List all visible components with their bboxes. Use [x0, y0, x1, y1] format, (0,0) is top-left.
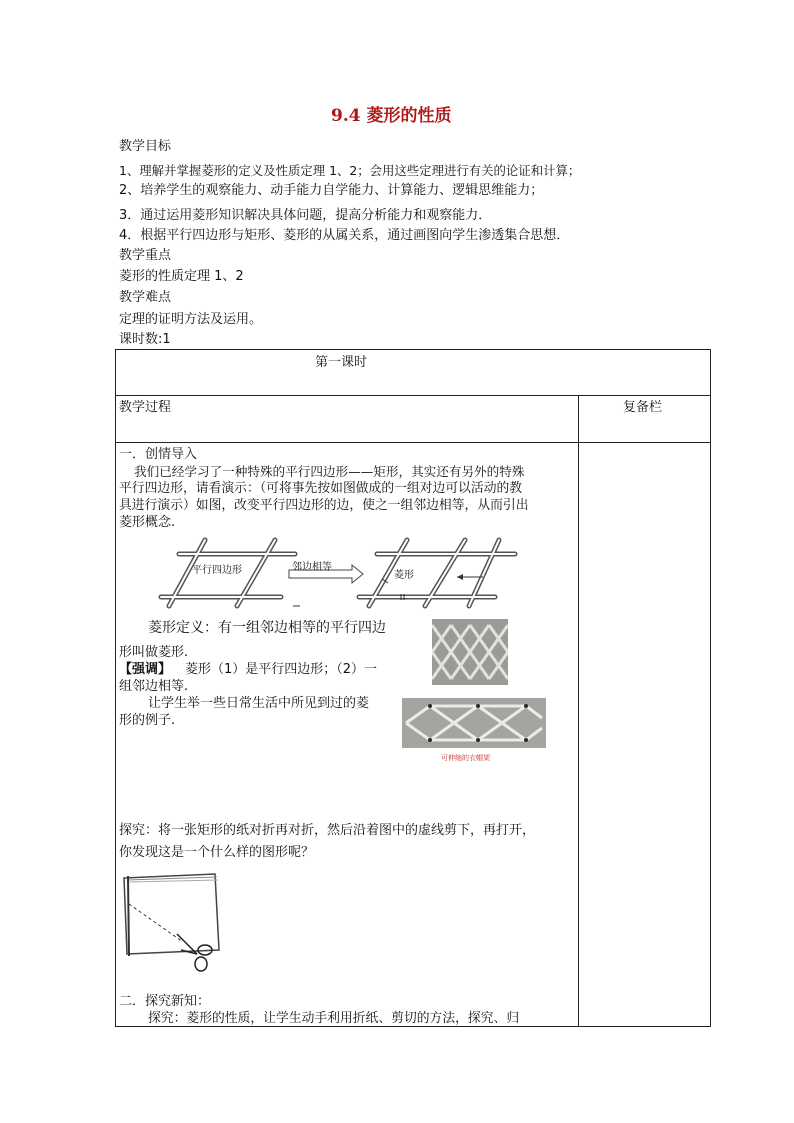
- emphasis-line-2: 组邻边相等.: [119, 679, 189, 694]
- definition-line-1: 菱形定义：有一组邻边相等的平行四边: [148, 620, 386, 636]
- table-border-top: [115, 349, 711, 350]
- notes-header: 复备栏: [623, 400, 663, 415]
- objectives-heading: 教学目标: [119, 139, 172, 154]
- section2-line: 探究：菱形的性质，让学生动手利用折纸、剪切的方法，探究、归: [148, 1011, 520, 1026]
- rhombus-label: 菱形: [394, 570, 414, 581]
- example-line-2: 形的例子.: [119, 713, 176, 728]
- section1-line-1: 我们已经学习了一种特殊的平行四边形——矩形，其实还有另外的特殊: [134, 464, 525, 479]
- definition-line-2: 形叫做菱形.: [119, 645, 189, 660]
- objective-1: 1、理解并掌握菱形的定义及性质定理 1、2；会用这些定理进行有关的论证和计算；: [119, 163, 581, 178]
- table-row-line-1: [115, 395, 711, 396]
- lattice-photo: [432, 619, 508, 685]
- key-text: 菱形的性质定理 1、2: [119, 269, 244, 284]
- table-border-right: [710, 349, 711, 1027]
- explore-line-1: 探究：将一张矩形的纸对折再对折，然后沿着图中的虚线剪下，再打开，: [119, 823, 536, 838]
- arrow-label: 邻边相等: [292, 562, 332, 573]
- emphasis-tag: 【强调】: [119, 662, 172, 677]
- objective-4: 4．根据平行四边形与矩形、菱形的从属关系，通过画图向学生渗透集合思想．: [119, 228, 570, 243]
- section1-heading: 一．创情导入: [119, 447, 198, 462]
- table-column-divider: [578, 395, 579, 1027]
- section1-line-2: 平行四边形，请看演示：（可将事先按如图做成的一组对边可以活动的教: [119, 481, 523, 496]
- example-line-1: 让学生举一些日常生活中所见到过的菱: [148, 696, 370, 711]
- section2-heading: 二．探究新知：: [119, 994, 211, 1009]
- difficulty-heading: 教学难点: [119, 290, 172, 305]
- explore-line-2: 你发现这是一个什么样的图形呢？: [119, 845, 315, 860]
- table-border-left: [115, 349, 116, 1027]
- page-title: 9.4 菱形的性质: [331, 106, 452, 126]
- difficulty-text: 定理的证明方法及运用。: [119, 312, 263, 327]
- emphasis-line-1: 菱形（1）是平行四边形；（2）一: [185, 662, 378, 677]
- lesson-header: 第一课时: [315, 355, 368, 370]
- table-row-line-2: [115, 442, 711, 443]
- paper-cutting-figure: [121, 872, 221, 976]
- objective-2: 2、培养学生的观察能力、动手能力自学能力、计算能力、逻辑思维能力；: [119, 183, 544, 198]
- section1-line-3: 具进行演示）如图，改变平行四边形的边，使之一组邻边相等，从而引出: [119, 498, 529, 513]
- parallelogram-label: 平行四边形: [192, 565, 242, 576]
- rack-caption: 可伸缩的衣帽架: [441, 754, 490, 762]
- process-header: 教学过程: [119, 400, 172, 415]
- objective-3: 3．通过运用菱形知识解决具体问题，提高分析能力和观察能力．: [119, 208, 492, 223]
- section1-line-4: 菱形概念.: [119, 515, 176, 530]
- rack-photo: [402, 698, 546, 748]
- class-hours: 课时数:1: [119, 332, 171, 347]
- key-heading: 教学重点: [119, 248, 172, 263]
